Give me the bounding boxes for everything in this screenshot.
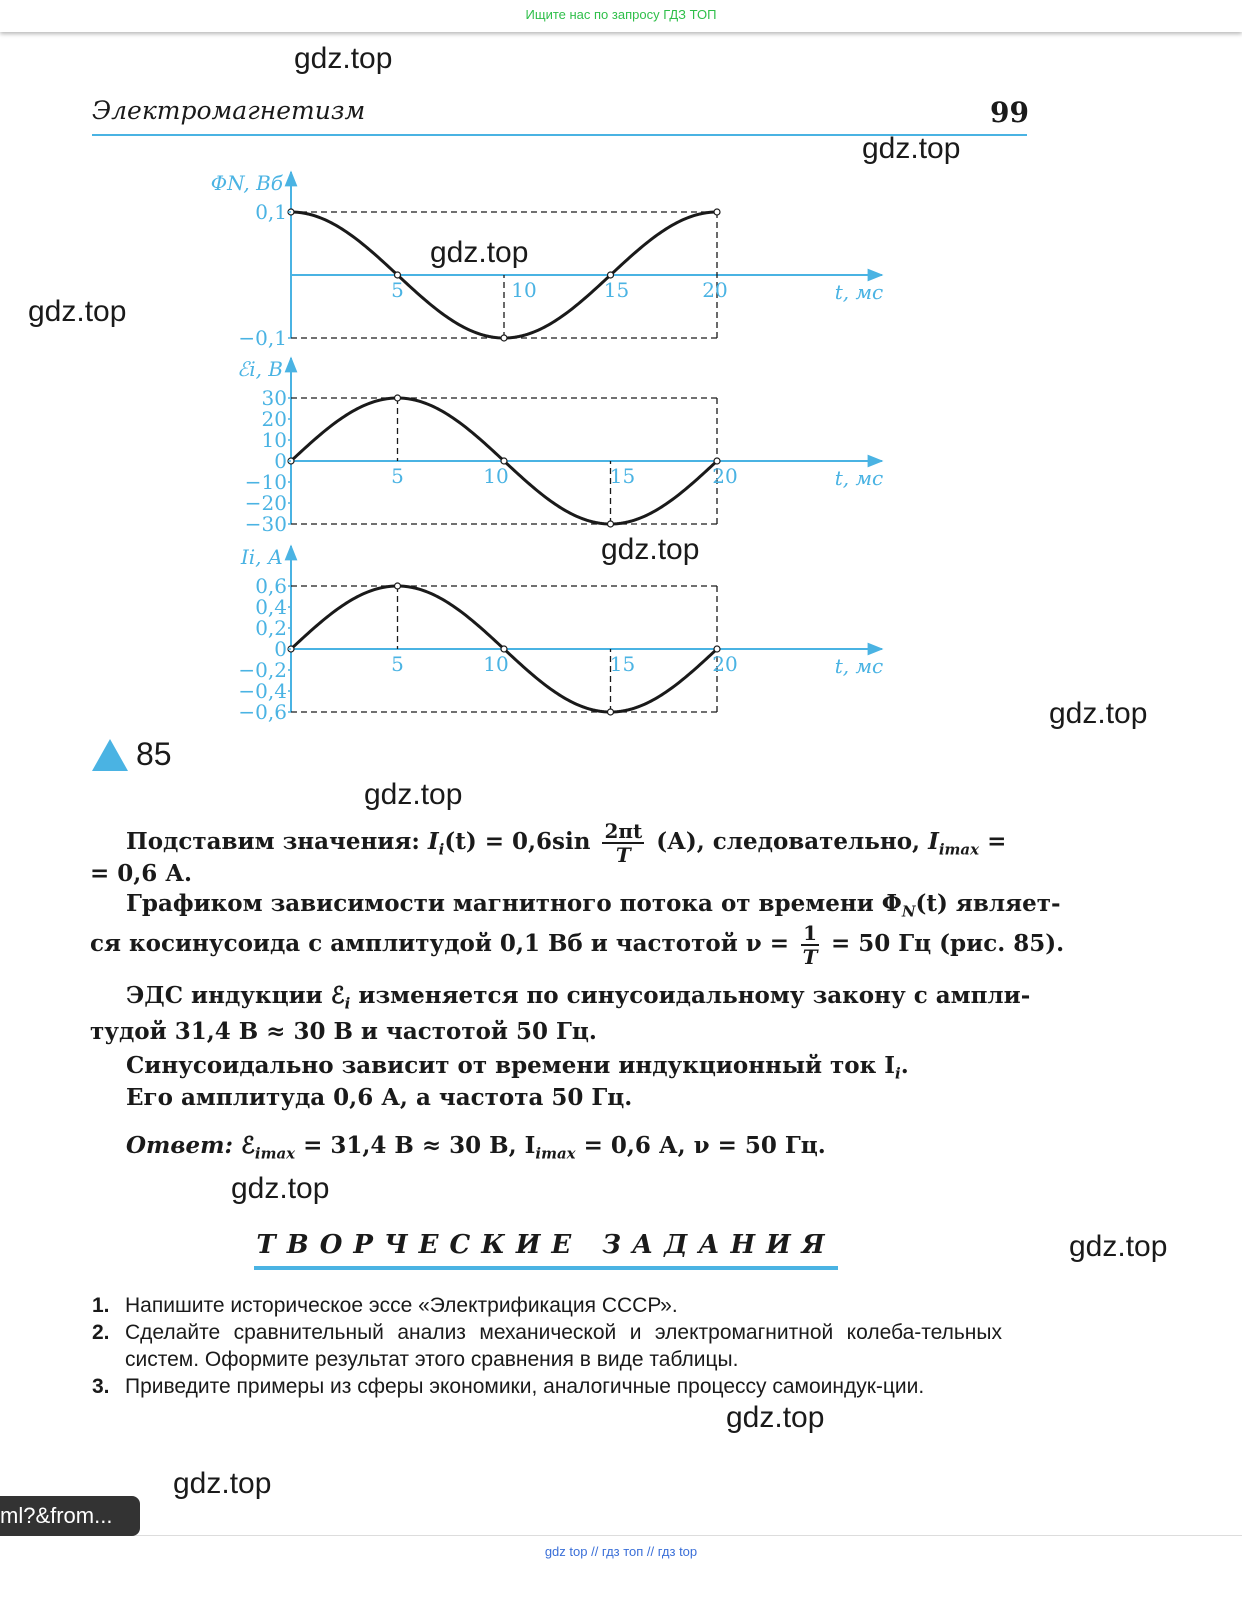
data-point [608,521,614,527]
text: I [427,828,439,855]
text: (А), следовательно, [656,828,929,855]
fraction [602,820,644,866]
list-item-number: 1. [92,1294,110,1317]
y-tick-label: 0,2 [255,616,287,640]
data-point [714,209,720,215]
triangle-icon [92,739,128,771]
watermark: gdz.top [173,1467,272,1500]
y-tick-label: −0,2 [238,658,287,682]
y-axis-label: ΦN, Вб [210,171,283,195]
x-tick-label: 5 [391,464,404,488]
watermark: gdz.top [28,295,127,328]
figure-85-charts [0,0,1242,740]
watermark: gdz.top [430,236,529,269]
y-tick-label: 0 [274,637,287,661]
creative-tasks-list [92,1292,1002,1400]
text: imax [938,840,980,859]
list-item-text: Напишите историческое эссе «Электрификация СССР». [125,1294,678,1317]
y-tick-label: 0 [274,449,287,473]
y-tick-label: −30 [244,512,287,536]
fraction-denominator: T [802,945,818,969]
text: I [928,828,939,855]
solution-line-6: тудой 31,4 В ≈ 30 В и частотой 50 Гц. [90,1018,597,1045]
text: = 50 Гц (рис. 85). [831,930,1065,957]
x-axis-label: t, мс [834,654,884,678]
watermark: gdz.top [862,132,961,165]
x-tick-label: 10 [511,278,537,302]
text: (t) являет- [915,890,1061,917]
y-tick-label: 0,4 [255,595,287,619]
y-tick-label: −0,1 [238,326,287,350]
data-point [608,709,614,715]
x-tick-label: 15 [603,278,630,302]
x-tick-label: 20 [712,464,738,488]
solution-line-4 [90,922,1064,968]
y-tick-label: −0,6 [238,700,287,724]
task-number [92,736,172,773]
y-tick-label: 20 [261,407,287,431]
fraction-denominator: T [615,843,631,867]
data-point [501,335,507,341]
text: imax [535,1144,576,1163]
y-tick-label: 0,6 [255,574,287,598]
bottom-links[interactable]: gdz top // гдз топ // гдз top [544,1544,698,1559]
x-tick-label: 5 [391,278,404,302]
y-tick-label: −10 [244,470,287,494]
list-item-text: Приведите примеры из сферы экономики, аналогичные процессу самоиндук-ции. [125,1375,925,1398]
x-tick-label: 10 [483,652,509,676]
top-banner-text: Ищите нас по запросу ГДЗ ТОП [525,7,717,22]
fraction-numerator: 2πt [604,819,643,843]
x-tick-label: 15 [609,464,636,488]
fraction-numerator: 1 [803,921,817,945]
list-item-text: Сделайте сравнительный анализ механической и электромагнитной колеба-тельных систем. Оформите результат этого сравнения в виде таблицы. [125,1321,1002,1371]
text: ℰ [232,1132,255,1159]
solution-line-5 [126,982,1030,1013]
list-item [92,1319,1002,1373]
watermark: gdz.top [1049,697,1148,730]
text: Подставим значения: [126,828,428,855]
text: = 0,6 А, ν = 50 Гц. [575,1132,826,1159]
data-point [395,583,401,589]
section-title: Электромагнетизм [92,96,366,125]
text: изменяется по синусоидальному закону с ампли- [350,982,1031,1009]
y-tick-label: 30 [261,386,287,410]
y-axis-label: Ii, А [240,545,283,569]
text: (t) = 0,6sin [444,828,591,855]
creative-heading-rule [254,1266,838,1270]
x-tick-label: 5 [391,652,404,676]
watermark: gdz.top [294,42,393,75]
text: N [901,902,916,921]
url-pill[interactable]: ml?&from... [0,1496,140,1536]
x-axis-label: t, мс [834,466,884,490]
text: i [895,1064,901,1083]
text: i [344,994,351,1013]
x-tick-label: 15 [609,652,636,676]
list-item-number: 2. [92,1321,110,1344]
solution-line-1 [126,820,1006,866]
text: Синусоидально зависит от времени индукционный ток I [126,1052,896,1079]
text: Графиком зависимости магнитного потока от времени Φ [126,890,902,917]
y-tick-label: 10 [261,428,287,452]
task-number-label: 85 [136,736,172,772]
text: ся косинусоида с амплитудой 0,1 Вб и частотой ν = [90,930,790,957]
chart-induced-current [238,545,883,724]
y-tick-label: −20 [244,491,287,515]
watermark: gdz.top [364,778,463,811]
data-point [395,395,401,401]
solution-line-3 [126,890,1061,921]
creative-tasks-heading: ТВОРЧЕСКИЕ ЗАДАНИЯ [256,1230,836,1260]
solution-line-2: = 0,6 А. [90,860,193,887]
answer-label: Ответ: [126,1132,233,1159]
list-item [92,1292,1002,1319]
x-axis-label: t, мс [834,280,884,304]
watermark: gdz.top [1069,1230,1168,1263]
text: ЭДС индукции ℰ [126,982,345,1009]
x-tick-label: 20 [702,278,728,302]
y-tick-label: −0,4 [238,679,287,703]
x-tick-label: 20 [712,652,738,676]
chart-induced-emf [237,357,883,536]
y-tick-label: 0,1 [255,200,287,224]
watermark: gdz.top [601,533,700,566]
solution-line-8: Его амплитуда 0,6 А, а частота 50 Гц. [126,1084,633,1111]
answer-line [126,1132,826,1163]
list-item-number: 3. [92,1375,110,1398]
top-banner [0,0,1242,32]
watermark: gdz.top [726,1401,825,1434]
y-axis-label: ℰi, В [237,357,283,381]
chart-magnetic-flux [211,171,884,350]
text: = [979,828,1007,855]
list-item [92,1373,1002,1400]
page-number: 99 [990,96,1029,129]
fraction [801,922,819,968]
solution-line-7 [126,1052,909,1083]
text: . [900,1052,909,1079]
text: = 31,4 В ≈ 30 В, I [295,1132,536,1159]
text: imax [254,1144,296,1163]
x-tick-label: 10 [483,464,509,488]
watermark: gdz.top [231,1172,330,1205]
bottom-bar [0,1535,1242,1611]
text: i [438,840,445,859]
